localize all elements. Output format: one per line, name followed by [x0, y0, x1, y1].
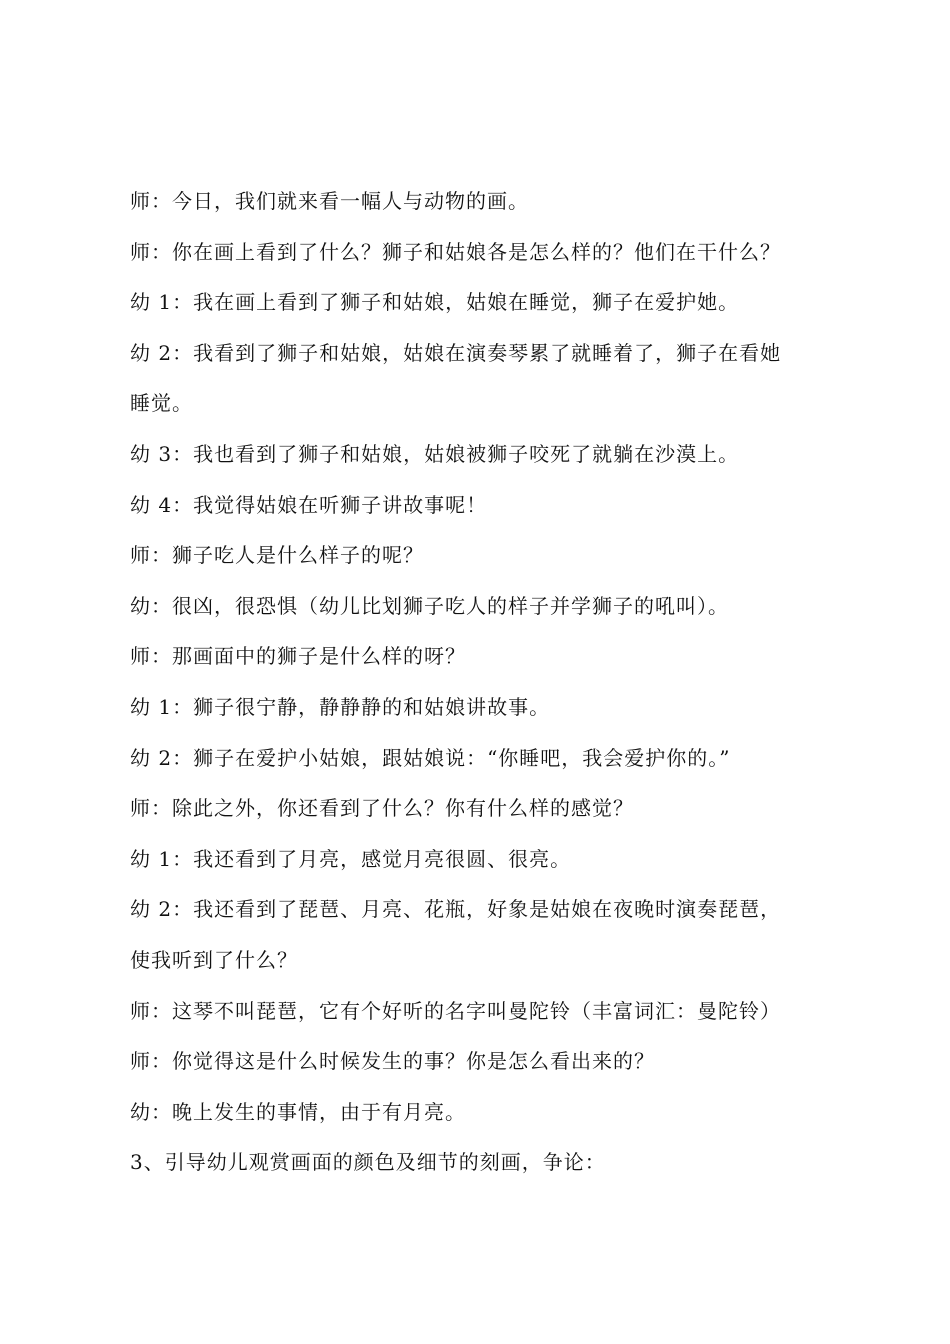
text-line: 幼 1：我在画上看到了狮子和姑娘，姑娘在睡觉，狮子在爱护她。 [130, 290, 740, 315]
text-line: 师：这琴不叫琵琶，它有个好听的名字叫曼陀铃（丰富词汇：曼陀铃） [130, 998, 781, 1023]
text-line: 睡觉。 [130, 391, 193, 416]
text-line: 师：今日，我们就来看一幅人与动物的画。 [130, 189, 529, 213]
text-line: 师：你在画上看到了什么？狮子和姑娘各是怎么样的？他们在干什么？ [130, 239, 781, 264]
text-line: 使我听到了什么？ [130, 947, 298, 972]
text-line: 幼：很凶，很恐惧（幼儿比划狮子吃人的样子并学狮子的吼叫）。 [130, 593, 729, 618]
text-line: 师：你觉得这是什么时候发生的事？你是怎么看出来的？ [130, 1049, 655, 1074]
document-body [130, 176, 850, 1188]
text-line: 师：狮子吃人是什么样子的呢？ [130, 543, 424, 568]
text-line: 幼 2：我还看到了琵琶、月亮、花瓶，好象是姑娘在夜晚时演奏琵琶， [130, 897, 782, 922]
text-line: 幼 2：我看到了狮子和姑娘，姑娘在演奏琴累了就睡着了，狮子在看她 [130, 340, 782, 365]
text-line: 幼 1：狮子很宁静，静静静的和姑娘讲故事。 [130, 694, 551, 719]
text-line: 3、引导幼儿观赏画面的颜色及细节的刻画，争论： [130, 1150, 606, 1175]
text-line: 师：除此之外，你还看到了什么？你有什么样的感觉？ [130, 796, 634, 821]
text-line: 幼 3：我也看到了狮子和姑娘，姑娘被狮子咬死了就躺在沙漠上。 [130, 441, 740, 466]
text-line: 幼：晚上发生的事情，由于有月亮。 [130, 1099, 466, 1124]
text-line: 师：那画面中的狮子是什么样的呀？ [130, 644, 466, 669]
text-line: 幼 1：我还看到了月亮，感觉月亮很圆、很亮。 [130, 846, 572, 871]
text-line: 幼 4：我觉得姑娘在听狮子讲故事呢！ [130, 492, 488, 517]
text-line: 幼 2：狮子在爱护小姑娘，跟姑娘说：“你睡吧，我会爱护你的。” [130, 745, 731, 770]
